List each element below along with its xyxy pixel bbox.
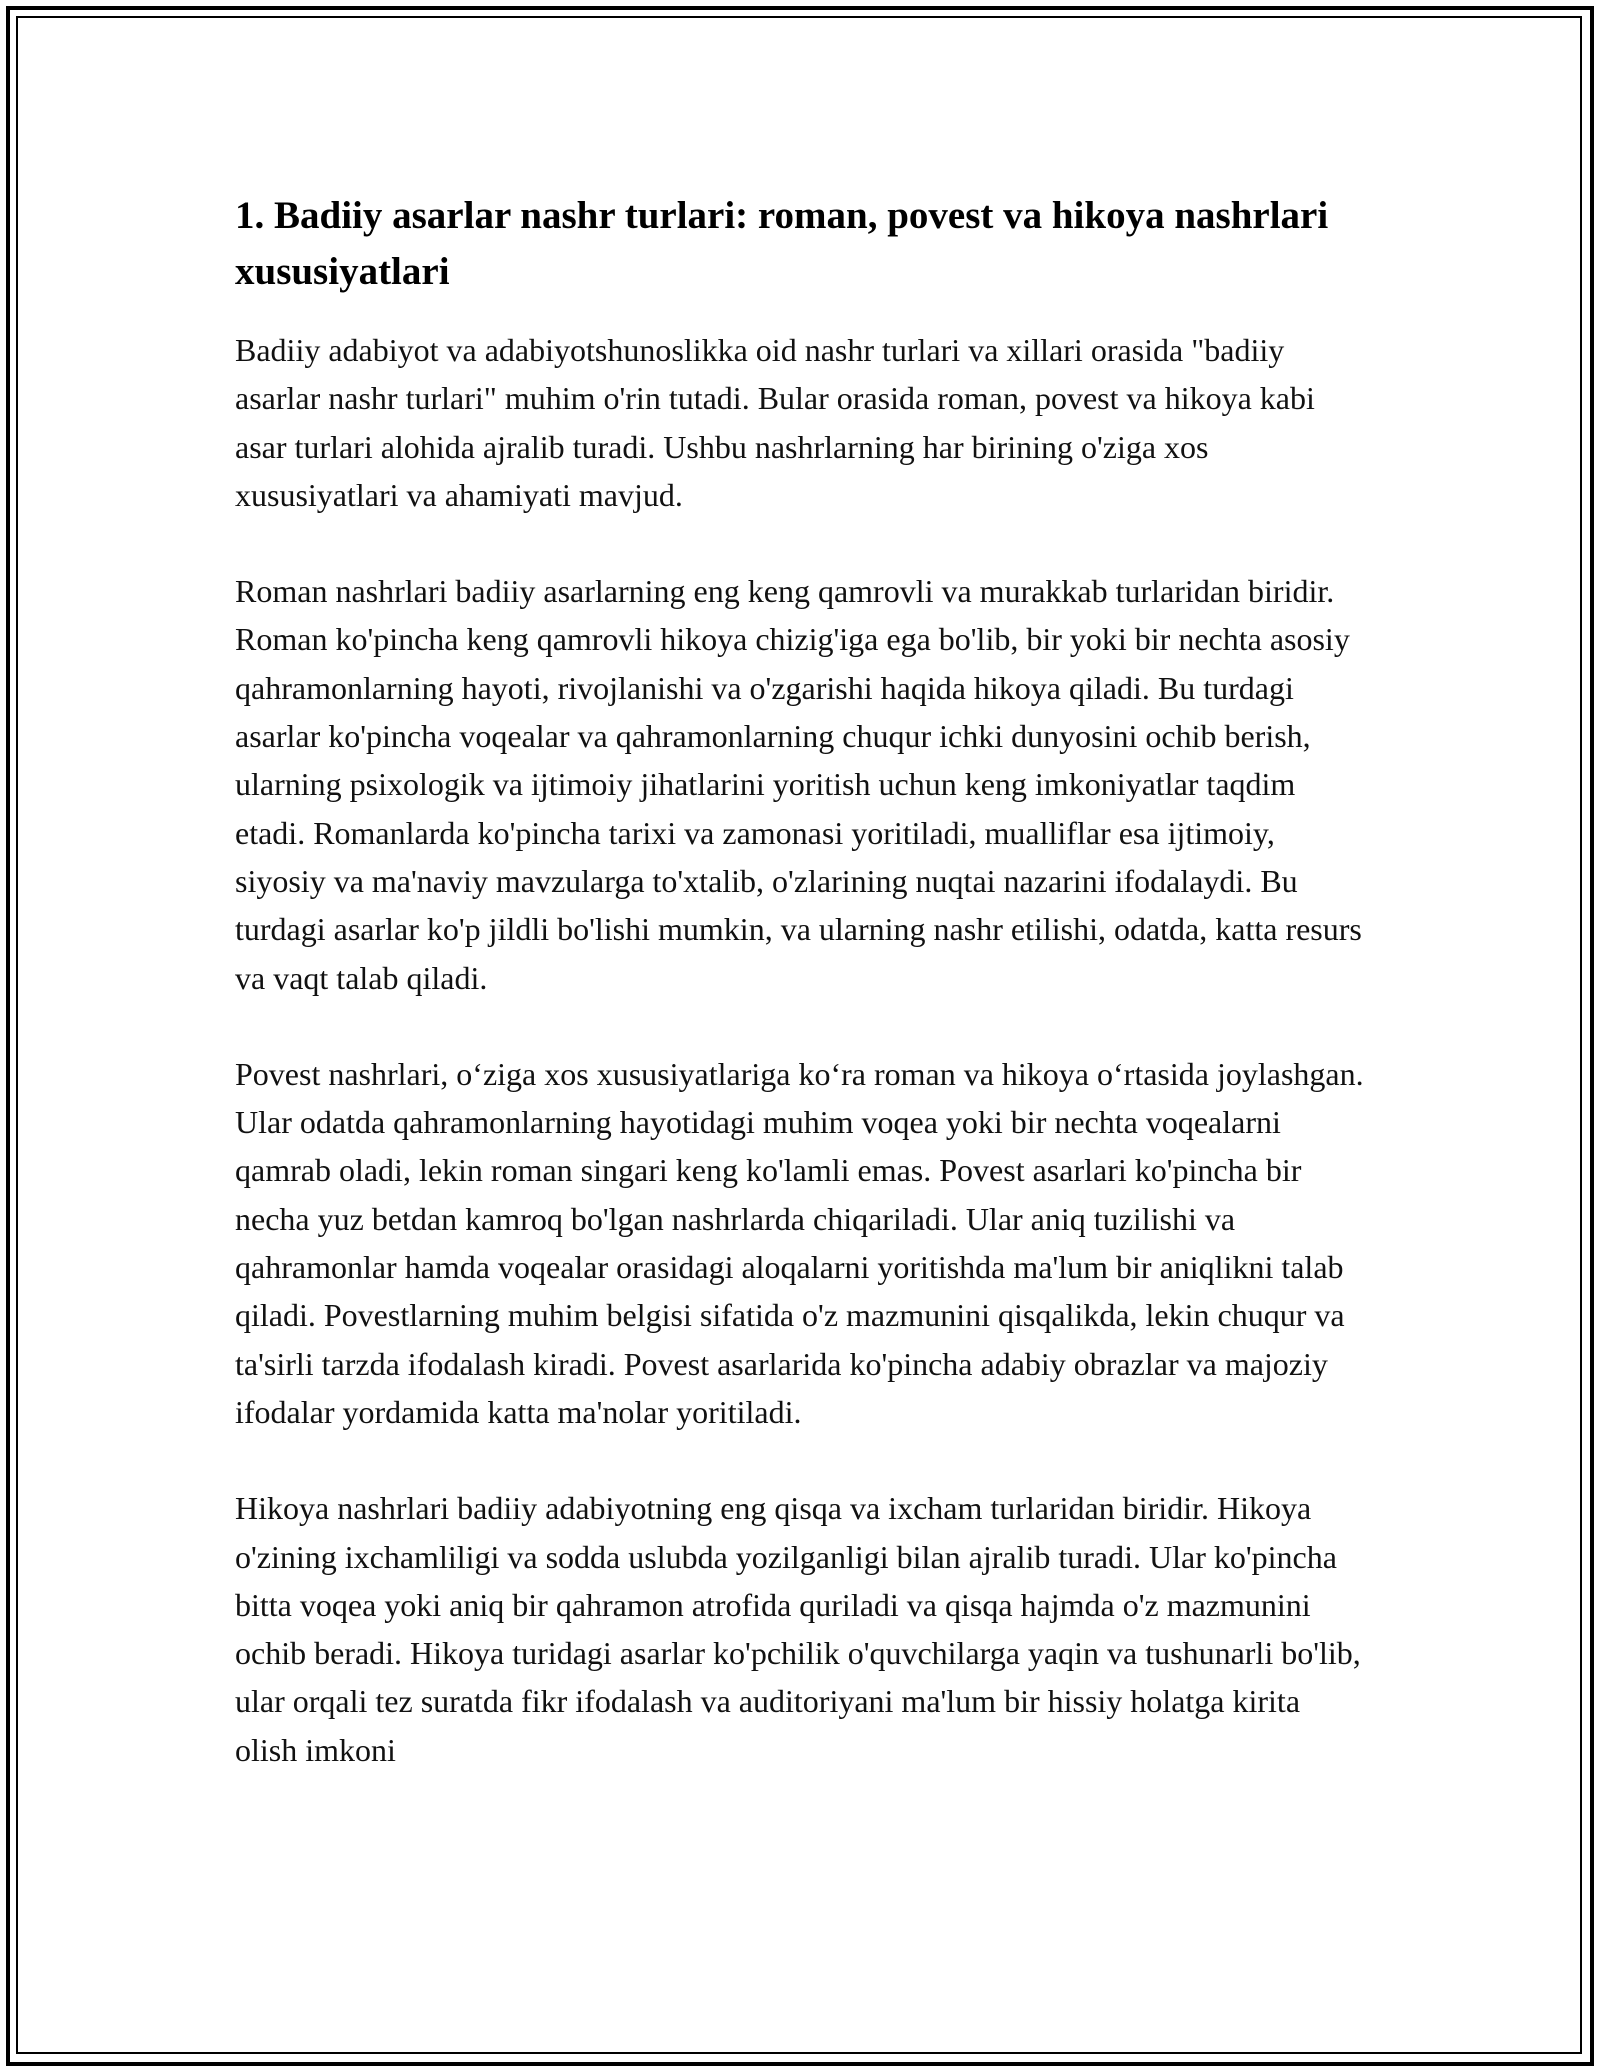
document-body [235,188,1365,1822]
paragraph-intro: Badiiy adabiyot va adabiyotshunoslikka oid nashr turlari va xillari orasida "badiiy asarlar nashr turlari" muhim o'rin tutadi. Bular orasida roman, povest va hikoya kabi asar turlari alohida ajralib turadi. Ushbu nashrlarning har birining o'ziga xos xususiyatlari va ahamiyati mavjud. [235,332,1315,513]
paragraph-povest: Povest nashrlari, o‘ziga xos xususiyatlariga ko‘ra roman va hikoya o‘rtasida joylashgan. Ular odatda qahramonlarning hayotidagi muhim voqea yoki bir nechta voqealarni qamrab oladi, lekin roman singari keng ko'lamli emas. Povest asarlari ko'pincha bir necha yuz betdan kamroq bo'lgan nashrlarda chiqariladi. Ular aniq tuzilishi va qahramonlar hamda voqealar orasidagi aloqalarni yoritishda ma'lum bir aniqlikni talab qiladi. Povestlarning muhim belgisi sifatida o'z mazmunini qisqalikda, lekin chuqur va ta'sirli tarzda ifodalash kiradi. Povest asarlarida ko'pincha adabiy obrazlar va majoziy ifodalar yordamida katta ma'nolar yoritiladi. [235,1055,1364,1430]
section-heading: 1. Badiiy asarlar nashr turlari: roman, povest va hikoya nashrlari xususiyatlari [235,194,1329,293]
paragraph-roman: Roman nashrlari badiiy asarlarning eng keng qamrovli va murakkab turlaridan biridir. Roman ko'pincha keng qamrovli hikoya chizig'iga ega bo'lib, bir yoki bir nechta asosiy qahramonlarning hayoti, rivojlanishi va o'zgarishi haqida hikoya qiladi. Bu turdagi asarlar ko'pincha voqealar va qahramonlarning chuqur ichki dunyosini ochib berish, ularning psixologik va ijtimoiy jihatlarini yoritish uchun keng imkoniyatlar taqdim etadi. Romanlarda ko'pincha tarixi va zamonasi yoritiladi, mualliflar esa ijtimoiy, siyosiy va ma'naviy mavzularga to'xtalib, o'zlarining nuqtai nazarini ifodalaydi. Bu turdagi asarlar ko'p jildli bo'lishi mumkin, va ularning nashr etilishi, odatda, katta resurs va vaqt talab qiladi. [235,573,1362,996]
paragraph-hikoya: Hikoya nashrlari badiiy adabiyotning eng qisqa va ixcham turlaridan biridir. Hikoya o'zining ixchamliligi va sodda uslubda yozilganligi bilan ajralib turadi. Ular ko'pincha bitta voqea yoki aniq bir qahramon atrofida quriladi va qisqa hajmda o'z mazmunini ochib beradi. Hikoya turidagi asarlar ko'pchilik o'quvchilarga yaqin va tushunarli bo'lib, ular orqali tez suratda fikr ifodalash va auditoriyani ma'lum bir hissiy holatga kirita olish imkoni [235,1490,1361,1768]
